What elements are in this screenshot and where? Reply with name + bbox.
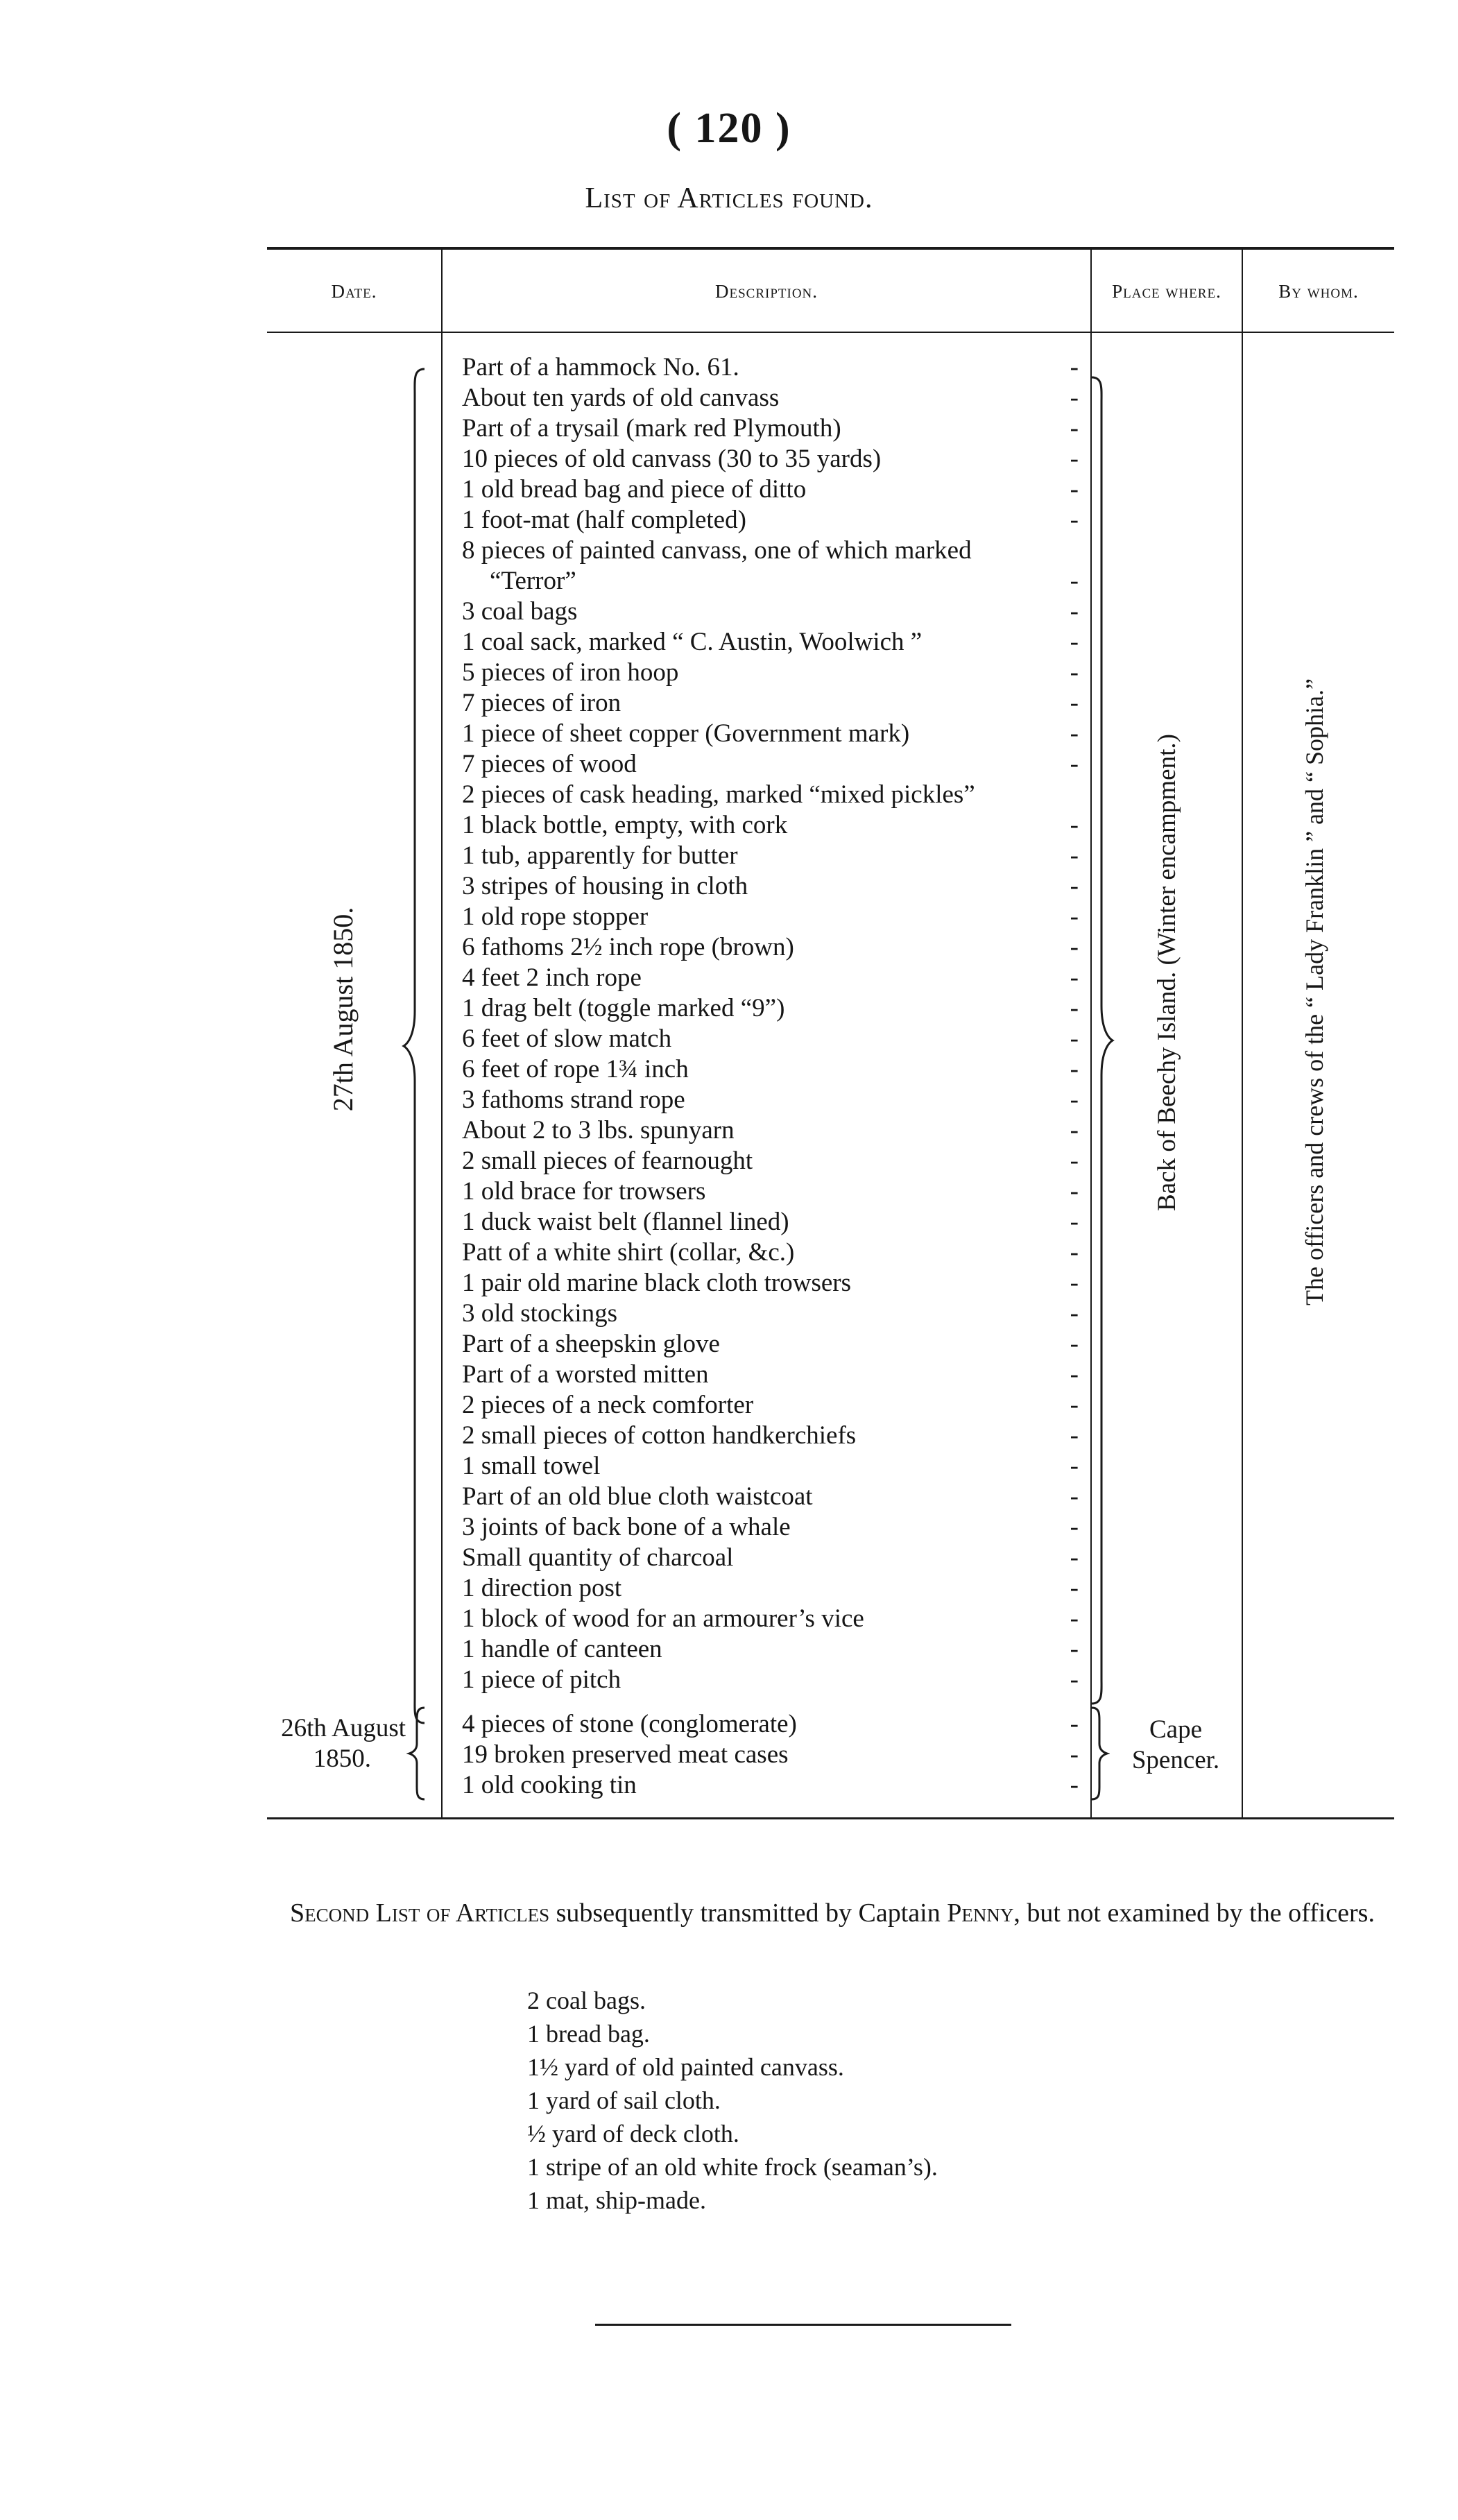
article-row: Part of a sheepskin glove - <box>462 1330 1079 1358</box>
leader-dash: - <box>1070 689 1079 717</box>
article-row: 2 small pieces of fearnought - <box>462 1147 1079 1175</box>
leader-dash: - <box>1070 1025 1079 1053</box>
leader-dash: - <box>1070 1116 1079 1145</box>
column-header-description: Description. <box>714 281 818 302</box>
article-row: 1 foot-mat (half completed) - <box>462 506 1079 534</box>
leader-dash: - <box>1070 841 1079 870</box>
second-list-item: 1½ yard of old painted canvass. <box>527 2053 844 2081</box>
date-26-august-line2: 1850. <box>313 1745 371 1773</box>
article-row: 1 old brace for trowsers - <box>462 1177 1079 1206</box>
leader-dash: - <box>1070 384 1079 412</box>
place-beechy-island: Back of Beechy Island. (Winter encampment.) <box>1153 734 1181 1211</box>
leader-dash: - <box>1070 1771 1079 1799</box>
article-row: Patt of a white shirt (collar, &c.) - <box>462 1238 1079 1267</box>
place-cape-spencer-line2: Spencer. <box>1131 1746 1220 1774</box>
article-row: 1 piece of sheet copper (Government mark) - <box>462 719 1079 748</box>
article-row: 1 piece of pitch - <box>462 1665 1079 1694</box>
leader-dash: - <box>1070 1665 1079 1694</box>
article-row: 1 pair old marine black cloth trowsers - <box>462 1269 1079 1297</box>
article-row: 1 duck waist belt (flannel lined) - <box>462 1208 1079 1236</box>
leader-dash: - <box>1070 1740 1079 1769</box>
leader-dash: - <box>1070 994 1079 1022</box>
date-brace-group2 <box>406 1705 427 1802</box>
second-list-item: 1 mat, ship-made. <box>527 2186 706 2214</box>
leader-dash: - <box>1070 1421 1079 1450</box>
article-row: 5 pieces of iron hoop - <box>462 658 1079 687</box>
leader-dash: - <box>1070 658 1079 687</box>
article-row: Part of a worsted mitten - <box>462 1360 1079 1389</box>
article-row: Small quantity of charcoal - <box>462 1543 1079 1572</box>
leader-dash: - <box>1070 475 1079 504</box>
article-row: 6 feet of slow match - <box>462 1025 1079 1053</box>
article-row: 1 tub, apparently for butter - <box>462 841 1079 870</box>
leader-dash: - <box>1070 1360 1079 1389</box>
article-row: 2 small pieces of cotton handkerchiefs - <box>462 1421 1079 1450</box>
closing-rule <box>595 2324 1011 2326</box>
leader-dash: - <box>1070 506 1079 534</box>
article-row: 2 pieces of cask heading, marked “mixed pickles” <box>462 780 975 809</box>
leader-dash: - <box>1070 414 1079 443</box>
article-row: 7 pieces of wood - <box>462 750 1079 778</box>
second-list-item: ½ yard of deck cloth. <box>527 2120 739 2148</box>
table-bottom-rule <box>267 1817 1394 1819</box>
article-row: 10 pieces of old canvass (30 to 35 yards) - <box>462 445 1079 473</box>
leader-dash: - <box>1070 1391 1079 1419</box>
article-row: 1 old cooking tin - <box>462 1771 1079 1799</box>
article-row: 7 pieces of iron - <box>462 689 1079 717</box>
article-row: 1 old bread bag and piece of ditto - <box>462 475 1079 504</box>
place-cape-spencer-line1: Cape <box>1149 1715 1203 1744</box>
article-row: Part of an old blue cloth waistcoat - <box>462 1482 1079 1511</box>
leader-dash: - <box>1070 1574 1079 1602</box>
leader-dash: - <box>1070 1482 1079 1511</box>
article-row: 8 pieces of painted canvass, one of which marked <box>462 536 972 565</box>
leader-dash: - <box>1070 1238 1079 1267</box>
place-brace-group1 <box>1088 375 1115 1706</box>
article-row: 4 pieces of stone (conglomerate) - <box>462 1710 1079 1738</box>
leader-dash: - <box>1070 719 1079 748</box>
page-number: ( 120 ) <box>667 105 791 152</box>
leader-dash: - <box>1070 353 1079 382</box>
article-row: 1 small towel - <box>462 1452 1079 1480</box>
leader-dash: - <box>1070 1269 1079 1297</box>
leader-dash: - <box>1070 1299 1079 1328</box>
column-header-by-whom: By whom. <box>1278 281 1359 302</box>
date-brace-group1 <box>401 366 429 1726</box>
leader-dash: - <box>1070 933 1079 961</box>
leader-dash: - <box>1070 1177 1079 1206</box>
leader-dash: - <box>1070 1710 1079 1738</box>
leader-dash: - <box>1070 750 1079 778</box>
place-brace-group2 <box>1089 1705 1110 1802</box>
article-row: 6 fathoms 2½ inch rope (brown) - <box>462 933 1079 961</box>
second-list-item: 1 stripe of an old white frock (seaman’s). <box>527 2153 938 2181</box>
article-row: 3 joints of back bone of a whale - <box>462 1513 1079 1541</box>
leader-dash: - <box>1070 1330 1079 1358</box>
second-list-title: Second List of Articles subsequently transmitted by Captain Penny, but not examined by the officers. <box>290 1898 1375 1928</box>
article-row: About 2 to 3 lbs. spunyarn - <box>462 1116 1079 1145</box>
leader-dash: - <box>1070 1604 1079 1633</box>
leader-dash: - <box>1070 445 1079 473</box>
table-header-rule <box>267 332 1394 333</box>
article-row: 1 direction post - <box>462 1574 1079 1602</box>
second-list-item: 2 coal bags. <box>527 1987 646 2014</box>
article-row: 1 block of wood for an armourer’s vice - <box>462 1604 1079 1633</box>
article-row: 3 old stockings - <box>462 1299 1079 1328</box>
second-list-item: 1 bread bag. <box>527 2020 650 2048</box>
article-row: 19 broken preserved meat cases - <box>462 1740 1079 1769</box>
table-top-rule <box>267 247 1394 250</box>
leader-dash: - <box>1070 1635 1079 1663</box>
leader-dash: - <box>1070 1055 1079 1083</box>
article-row: 1 black bottle, empty, with cork - <box>462 811 1079 839</box>
article-row: “Terror” - <box>490 567 1079 595</box>
second-list-item: 1 yard of sail cloth. <box>527 2086 721 2114</box>
article-row: 3 coal bags - <box>462 597 1079 626</box>
leader-dash: - <box>1070 1208 1079 1236</box>
leader-dash: - <box>1070 872 1079 900</box>
by-whom-officers-and-crews: The officers and crews of the “ Lady Franklin ” and “ Sophia.” <box>1301 678 1328 1305</box>
article-row: 1 drag belt (toggle marked “9”) - <box>462 994 1079 1022</box>
date-27-august: 27th August 1850. <box>327 907 359 1112</box>
article-row: 1 handle of canteen - <box>462 1635 1079 1663</box>
leader-dash: - <box>1070 902 1079 931</box>
leader-dash: - <box>1070 628 1079 656</box>
article-row: About ten yards of old canvass - <box>462 384 1079 412</box>
column-divider-date <box>441 250 443 1819</box>
leader-dash: - <box>1070 1543 1079 1572</box>
article-row: 2 pieces of a neck comforter - <box>462 1391 1079 1419</box>
date-26-august-line1: 26th August <box>281 1714 406 1742</box>
article-row: 6 feet of rope 1¾ inch - <box>462 1055 1079 1083</box>
article-row: 3 stripes of housing in cloth - <box>462 872 1079 900</box>
leader-dash: - <box>1070 597 1079 626</box>
leader-dash: - <box>1070 567 1079 595</box>
leader-dash: - <box>1070 811 1079 839</box>
article-row: 1 coal sack, marked “ C. Austin, Woolwich ” - <box>462 628 1079 656</box>
leader-dash: - <box>1070 1086 1079 1114</box>
leader-dash: - <box>1070 1147 1079 1175</box>
leader-dash: - <box>1070 1452 1079 1480</box>
column-header-date: Date. <box>331 281 377 302</box>
leader-dash: - <box>1070 963 1079 992</box>
article-row: Part of a hammock No. 61. - <box>462 353 1079 382</box>
article-row: 1 old rope stopper - <box>462 902 1079 931</box>
list-title: List of Articles found. <box>585 182 873 214</box>
leader-dash: - <box>1070 1513 1079 1541</box>
article-row: 4 feet 2 inch rope - <box>462 963 1079 992</box>
column-header-place: Place where. <box>1112 281 1221 302</box>
article-row: 3 fathoms strand rope - <box>462 1086 1079 1114</box>
article-row: Part of a trysail (mark red Plymouth) - <box>462 414 1079 443</box>
column-divider-place <box>1242 250 1243 1819</box>
